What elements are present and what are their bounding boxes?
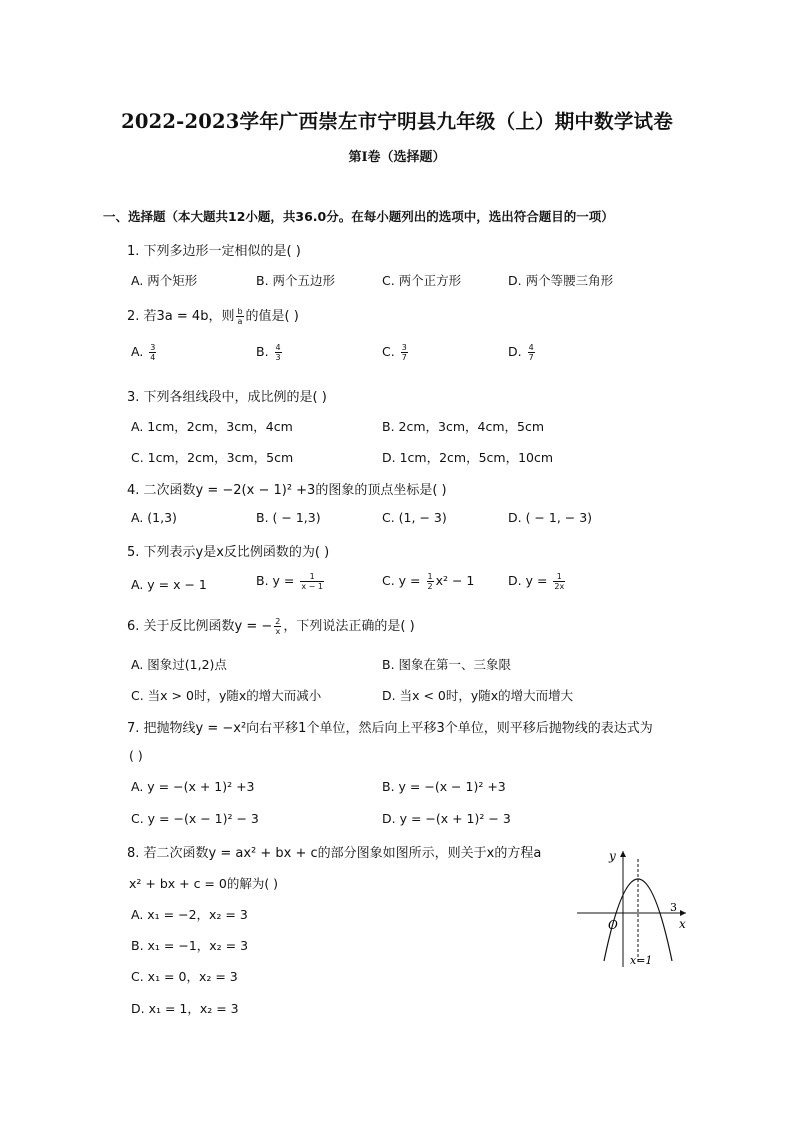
question-1-option-a: A. 两个矩形 bbox=[131, 273, 198, 288]
question-3-option-a: A. 1cm，2cm，3cm，4cm bbox=[131, 419, 293, 434]
question-2-fraction: $\frac{b}{a}$ bbox=[237, 307, 243, 326]
section-heading: 一、选择题（本大题共12小题，共36.0分。在每小题列出的选项中，选出符合题目的一项） bbox=[103, 209, 614, 224]
question-6-option-d: D. 当x < 0时，y随x的增大而增大 bbox=[382, 688, 574, 703]
question-3-option-c: C. 1cm，2cm，3cm，5cm bbox=[131, 450, 294, 465]
question-1-option-b: B. 两个五边形 bbox=[256, 273, 336, 288]
question-2-stem-pre: 2. 若3a = 4b，则 bbox=[127, 309, 235, 324]
graph-symmetry-label: x=1 bbox=[630, 954, 653, 967]
question-6-option-c: C. 当x > 0时，y随x的增大而减小 bbox=[131, 688, 322, 703]
question-3-option-d: D. 1cm，2cm，5cm，10cm bbox=[382, 450, 554, 465]
question-4-stem: 4. 二次函数y = −2(x − 1)² +3的图象的顶点坐标是( ) bbox=[127, 483, 447, 498]
question-8-option-c: C. x₁ = 0，x₂ = 3 bbox=[131, 969, 238, 984]
question-4-option-b: B. ( − 1,3) bbox=[256, 510, 321, 525]
question-2-stem bbox=[127, 305, 299, 326]
question-2-stem-post: 的值是( ) bbox=[245, 309, 299, 324]
question-7-stem-continued: ( ) bbox=[129, 748, 143, 763]
graph-origin-label: O bbox=[608, 918, 618, 932]
question-6-fraction: $\frac{2}{x}$ bbox=[275, 617, 281, 636]
question-5-option-a: A. y = x − 1 bbox=[131, 577, 207, 592]
question-2-option-a: A. $\frac{3}{4}$ bbox=[131, 343, 156, 362]
question-1-option-d: D. 两个等腰三角形 bbox=[508, 273, 614, 288]
question-2-option-d: D. $\frac{4}{7}$ bbox=[508, 343, 534, 362]
parabola-graph bbox=[574, 843, 694, 968]
question-3-stem: 3. 下列各组线段中，成比例的是( ) bbox=[127, 390, 327, 405]
question-8-stem: 8. 若二次函数y = ax² + bx + c的部分图象如图所示，则关于x的方程a bbox=[127, 846, 542, 861]
question-5-option-d: D. y = $\frac{1}{2x}$ bbox=[508, 572, 565, 591]
question-7-option-d: D. y = −(x + 1)² − 3 bbox=[382, 811, 511, 826]
question-1-stem: 1. 下列多边形一定相似的是( ) bbox=[127, 244, 301, 259]
question-5-stem: 5. 下列表示y是x反比例函数的为( ) bbox=[127, 545, 330, 560]
question-2-option-b: B. $\frac{4}{3}$ bbox=[256, 343, 281, 362]
exam-title: 2022-2023学年广西崇左市宁明县九年级（上）期中数学试卷 bbox=[121, 110, 673, 133]
question-5-option-b: B. y = $\frac{1}{x - 1}$ bbox=[256, 572, 323, 591]
question-7-option-a: A. y = −(x + 1)² +3 bbox=[131, 779, 255, 794]
question-4-option-d: D. ( − 1, − 3) bbox=[508, 510, 593, 525]
graph-x-label: x bbox=[679, 917, 686, 931]
question-6-option-a: A. 图象过(1,2)点 bbox=[131, 657, 227, 672]
question-4-option-a: A. (1,3) bbox=[131, 510, 177, 525]
graph-root-label: 3 bbox=[670, 901, 677, 914]
question-8-option-d: D. x₁ = 1，x₂ = 3 bbox=[131, 1001, 239, 1016]
question-2-option-c: C. $\frac{3}{7}$ bbox=[382, 343, 407, 362]
volume-subtitle: 第I卷（选择题） bbox=[348, 150, 446, 165]
question-6-stem: 6. 关于反比例函数y = − $\frac{2}{x}$ ，下列说法正确的是( ) bbox=[127, 617, 415, 636]
question-8-option-a: A. x₁ = −2，x₂ = 3 bbox=[131, 907, 248, 922]
question-5-option-c: C. y = $\frac{1}{2}$ x² − 1 bbox=[382, 572, 475, 591]
question-4-option-c: C. (1, − 3) bbox=[382, 510, 447, 525]
question-1-option-c: C. 两个正方形 bbox=[382, 273, 462, 288]
graph-y-label: y bbox=[609, 849, 616, 863]
question-7-stem: 7. 把抛物线y = −x²向右平移1个单位，然后向上平移3个单位，则平移后抛物线的表达式为 bbox=[127, 721, 653, 736]
question-7-option-c: C. y = −(x − 1)² − 3 bbox=[131, 811, 259, 826]
question-3-option-b: B. 2cm，3cm，4cm，5cm bbox=[382, 419, 545, 434]
question-7-option-b: B. y = −(x − 1)² +3 bbox=[382, 779, 506, 794]
question-6-option-b: B. 图象在第一、三象限 bbox=[382, 657, 512, 672]
question-8-option-b: B. x₁ = −1，x₂ = 3 bbox=[131, 938, 249, 953]
question-8-stem-continued: x² + bx + c = 0的解为( ) bbox=[129, 876, 279, 891]
